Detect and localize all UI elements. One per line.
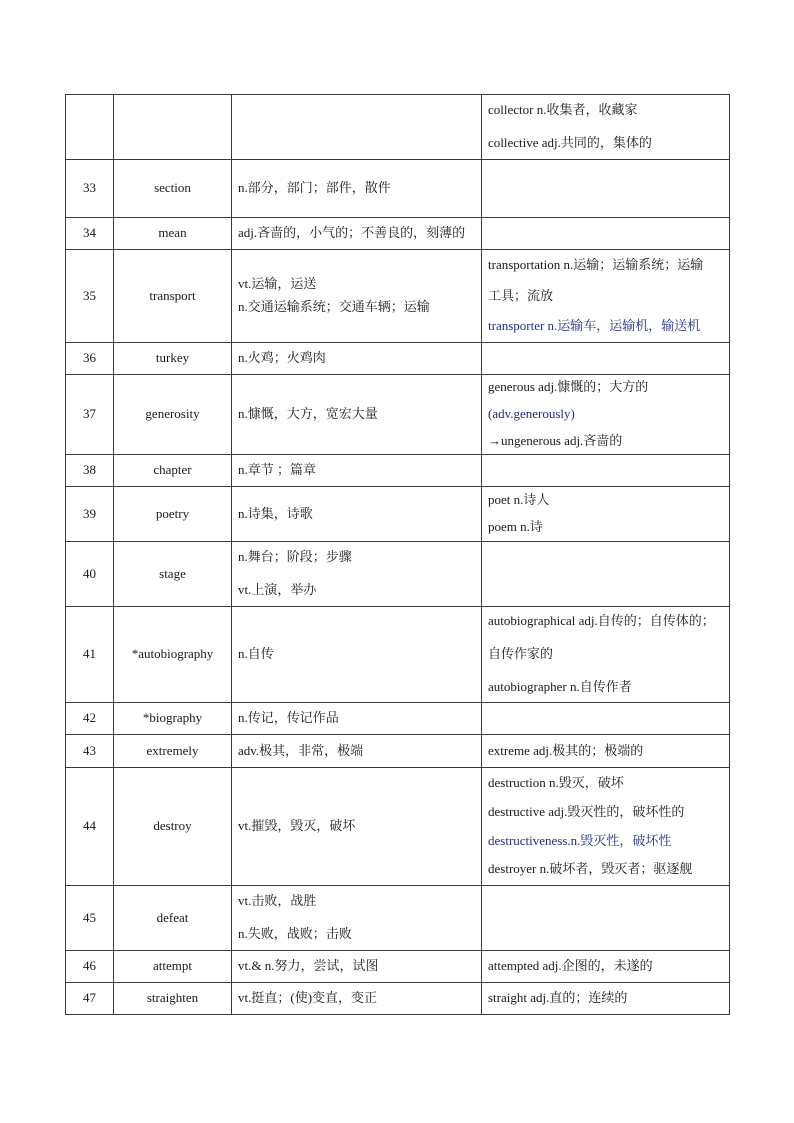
meaning-line: n.火鸡；火鸡肉 [238,350,326,366]
derivative-line: poet n.诗人 [488,492,550,508]
derivative-line: destroyer n.破坏者，毁灭者；驱逐舰 [488,861,693,877]
vocabulary-word: turkey [114,343,232,375]
derivative-line: generous adj.慷慨的；大方的 [488,379,649,395]
table-row [66,886,730,951]
meaning-line: vt.挺直；(使)变直，变正 [238,990,378,1006]
derivative-line: transporter n.运输车，运输机，输送机 [488,318,701,334]
word-meaning [232,95,482,160]
word-meaning [232,886,482,951]
table-row [66,951,730,983]
vocabulary-word: destroy [114,768,232,886]
vocabulary-word: generosity [114,375,232,455]
meaning-line: n.章节 ；篇章 [238,462,317,478]
table-row [66,218,730,250]
meaning-line: n.诗集，诗歌 [238,505,313,521]
table-row [66,607,730,703]
table-row [66,375,730,455]
meaning-line: n.交通运输系统；交通车辆；运输 [238,299,430,314]
row-number: 41 [66,607,114,703]
meaning-line: adv.极其，非常，极端 [238,742,364,758]
word-derivatives [482,542,730,607]
derivative-line: attempted adj.企图的，未遂的 [488,958,653,974]
word-derivatives [482,768,730,886]
vocabulary-word: poetry [114,487,232,542]
vocabulary-table [65,94,730,1015]
vocabulary-word: extremely [114,735,232,768]
word-meaning [232,542,482,607]
table-row [66,768,730,886]
vocabulary-word: mean [114,218,232,250]
vocabulary-word: straighten [114,983,232,1015]
row-number [66,95,114,160]
word-derivatives [482,250,730,343]
word-meaning [232,983,482,1015]
derivative-line: collector n.收集者，收藏家 [488,102,638,118]
row-number: 42 [66,703,114,735]
word-meaning [232,375,482,455]
vocabulary-word: *autobiography [114,607,232,703]
derivative-line: autobiographer n.自传作者 [488,678,632,694]
vocabulary-word: stage [114,542,232,607]
vocabulary-word [114,95,232,160]
meaning-line: n.失败，战败；击败 [238,926,352,941]
derivative-line: destructive adj.毁灭性的，破坏性的 [488,803,685,819]
word-derivatives [482,487,730,542]
vocabulary-word: defeat [114,886,232,951]
meaning-line: n.部分，部门；部件，散件 [238,180,391,196]
derivative-line: poem n.诗 [488,519,543,534]
word-meaning [232,607,482,703]
row-number: 45 [66,886,114,951]
row-number: 37 [66,375,114,455]
word-meaning [232,703,482,735]
derivative-line: destruction n.毁灭，破坏 [488,774,624,790]
word-meaning [232,343,482,375]
word-meaning [232,768,482,886]
vocabulary-table-body [66,95,730,1015]
vocabulary-word: transport [114,250,232,343]
table-row [66,455,730,487]
word-derivatives [482,218,730,250]
derivative-line: 工具；流放 [488,287,554,303]
row-number: 36 [66,343,114,375]
derivative-line: (adv.generously) [488,406,575,422]
vocabulary-word: section [114,160,232,218]
word-meaning [232,160,482,218]
row-number: 40 [66,542,114,607]
derivative-line: →ungenerous adj.吝啬的 [488,432,623,448]
meaning-line: n.舞台；阶段；步骤 [238,549,352,565]
table-row [66,703,730,735]
word-derivatives [482,455,730,487]
word-derivatives [482,886,730,951]
word-meaning [232,455,482,487]
table-row [66,95,730,160]
table-row [66,250,730,343]
derivative-line: transportation n.运输；运输系统；运输 [488,256,704,272]
row-number: 46 [66,951,114,983]
table-row [66,160,730,218]
meaning-line: vt.& n.努力，尝试，试图 [238,958,379,974]
row-number: 38 [66,455,114,487]
table-row [66,487,730,542]
word-derivatives [482,607,730,703]
meaning-line: n.自传 [238,646,274,662]
word-derivatives [482,95,730,160]
word-meaning [232,218,482,250]
derivative-line: autobiographical adj.自传的；自传体的； [488,613,715,629]
vocabulary-word: chapter [114,455,232,487]
vocabulary-word: *biography [114,703,232,735]
word-derivatives [482,735,730,768]
row-number: 43 [66,735,114,768]
derivative-line: straight adj.直的；连续的 [488,990,628,1006]
word-derivatives [482,951,730,983]
meaning-line: n.传记，传记作品 [238,710,339,726]
word-derivatives [482,983,730,1015]
row-number: 44 [66,768,114,886]
word-meaning [232,487,482,542]
table-row [66,343,730,375]
derivative-line: destructiveness.n.毁灭性，破坏性 [488,832,672,848]
meaning-line: adj.吝啬的，小气的；不善良的，刻薄的 [238,225,466,241]
derivative-line: 自传作家的 [488,646,554,662]
vocabulary-word: attempt [114,951,232,983]
word-derivatives [482,343,730,375]
row-number: 39 [66,487,114,542]
meaning-line: n.慷慨，大方，宽宏大量 [238,406,378,422]
word-derivatives [482,375,730,455]
row-number: 34 [66,218,114,250]
word-meaning [232,250,482,343]
table-row [66,735,730,768]
derivative-line: extreme adj.极其的；极端的 [488,742,644,758]
meaning-line: vt.摧毁，毁灭，破坏 [238,818,356,834]
word-meaning [232,735,482,768]
meaning-line: vt.击败，战胜 [238,893,317,909]
word-meaning [232,951,482,983]
table-row [66,983,730,1015]
row-number: 47 [66,983,114,1015]
derivative-line: collective adj.共同的，集体的 [488,135,652,150]
word-derivatives [482,160,730,218]
row-number: 35 [66,250,114,343]
word-derivatives [482,703,730,735]
row-number: 33 [66,160,114,218]
meaning-line: vt.运输，运送 [238,276,317,292]
table-row [66,542,730,607]
meaning-line: vt.上演，举办 [238,582,317,597]
